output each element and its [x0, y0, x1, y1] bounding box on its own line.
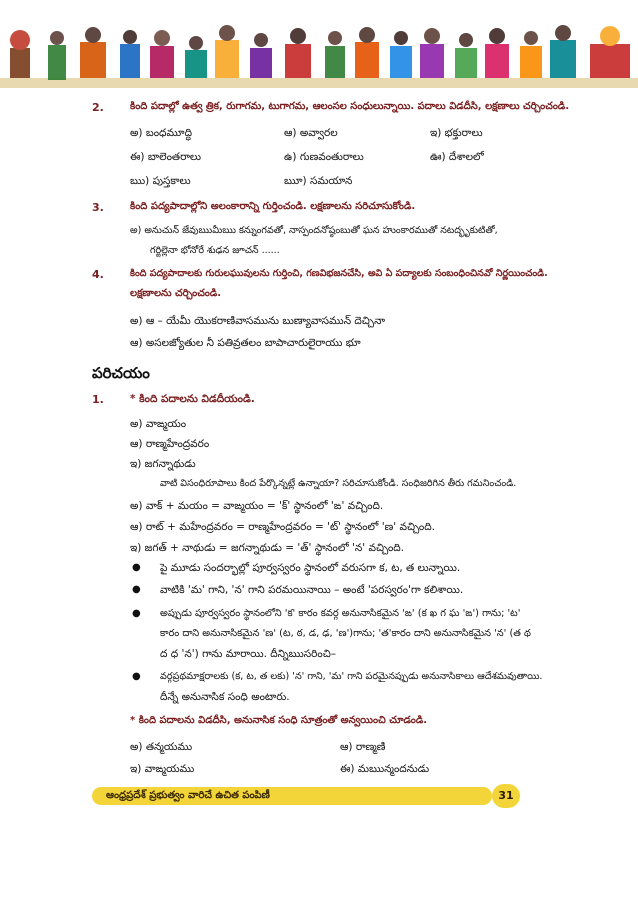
section-title: పరిచయం [92, 364, 150, 382]
explanation: ఇ) జగత్ + నాథుడు = జగన్నాథుడు = 'త్' స్థానంలో 'న' వచ్చింది. [130, 542, 405, 554]
task-word: ఆ) రాణ్మణి [340, 741, 386, 753]
option: ౠ) సమయాన [284, 175, 353, 187]
task-word: ఈ) మఋన్మందనుడు [340, 763, 430, 775]
item-text: * కింది పదాలను విడదీయండి. [130, 393, 255, 405]
question-text: కింది పద్యపాదాలకు గురులఘువులను గుర్తించి, గణవిభజనచేసి, అవి ఏ పద్యాలకు సంబంధించినవో నిర్ణయించండి. [130, 268, 548, 279]
task-text: * కింది పదాలను విడదీసి, అనునాసిక సంధి సూత్రంతో అన్వయించి చూడండి. [130, 715, 428, 726]
page-number: 31 [492, 784, 520, 808]
bullet-text-cont: దీన్నే అనునాసిక సంధి అంటారు. [160, 691, 290, 703]
question-number: 3. [92, 201, 104, 214]
bullet-icon: ● [132, 608, 141, 619]
bullet-icon: ● [132, 671, 141, 682]
bullet-text-cont: కారం దాని అనునాసికమైన 'ణ' (ట, ఠ, డ, ఢ, 'ణ')గాను; 'త'కారం దాని అనునాసికమైన 'న' (త థ [160, 628, 531, 639]
question-text: కింది పద్యపాదాల్లోని అలంకారాన్ని గుర్తించండి. లక్షణాలను సరిచూసుకోండి. [130, 201, 416, 212]
question-text: కింది పదాల్లో ఉత్వ త్రిక, రుగాగమ, టుగాగమ, ఆలంసల సంధులున్నాయి. పదాలు విడదీసి, లక్షణాలు చర్చించండి. [130, 101, 570, 112]
question-text-cont: లక్షణాలను చర్చించండి. [130, 288, 222, 299]
option: ఆ) అవ్వారల [284, 127, 338, 139]
footer [92, 784, 522, 808]
bullet-text: పై మూడు సందర్భాల్లో పూర్వస్వరం స్థానంలో వరుసగా క, ట, త లున్నాయి. [160, 562, 461, 574]
word-item: ఇ) జగన్నాథుడు [130, 458, 196, 470]
word-item: అ) వాఙ్మయం [130, 418, 187, 430]
option: ఋ) పుస్తకాలు [130, 175, 191, 187]
verse-line: గర్జిల్లెనా భోనోరే శుఢన జూచన్ ...... [150, 245, 280, 256]
task-word: అ) తన్మయము [130, 741, 193, 753]
paragraph: వాటి విసంధిరూపాలు కింద పేర్కొన్నట్లే ఉన్నాయా? సరిచూసుకోండి. సంధిజరిగిన తీరు గమనించండి. [160, 478, 517, 489]
bullet-icon: ● [132, 584, 141, 595]
word-item: ఆ) రాణ్మహేంద్రవరం [130, 438, 210, 450]
option: ఇ) భక్తురాలు [430, 127, 483, 139]
bullet-icon: ● [132, 562, 141, 573]
question-number: 2. [92, 101, 104, 114]
option: ఊ) దేశాలలో [430, 151, 484, 163]
question-number: 4. [92, 268, 104, 281]
bullet-text: వర్గప్రథమాక్షరాలకు (క, ట, త లకు) 'న' గాని, 'మ' గాని పరమైనప్పుడు అనునాసికాలు ఆదేశమవుతాయి. [160, 671, 543, 682]
verse-line: అ) అనుచున్ జేవుఋమీఋ కన్నుంగవతో, నాస్పందనోష్ఠంబుతో ఘన హుంకారముతో నటద్భృకుటితో, [130, 225, 498, 236]
bullet-text: వాటికి 'మ' గాని, 'న' గాని పరమయినాయి – అంటే 'పరస్వరం'గా కలిశాయి. [160, 584, 464, 596]
verse-line: అ) ఆ – యేమీ యొకరాణివాసమును బుణ్యావాసమున్ దెచ్చినా [130, 315, 385, 327]
option: ఈ) బాలెంతరాలు [130, 151, 201, 163]
item-number: 1. [92, 393, 104, 406]
bullet-text-cont: ద ధ 'న') గాను మారాయి. దీన్నిఋసరించి– [160, 648, 336, 660]
folk-dancers-banner [0, 0, 638, 92]
task-word: ఇ) వాఙ్మయము [130, 763, 195, 775]
explanation: ఆ) రాట్ + మహేంద్రవరం = రాణ్మహేంద్రవరం = 'ట్' స్థానంలో 'ణ' వచ్చింది. [130, 521, 435, 533]
footer-text: ఆంధ్రప్రదేశ్ ప్రభుత్వం వారిచే ఉచిత పంపిణీ [106, 790, 270, 801]
explanation: అ) వాక్ + మయం = వాఙ్మయం = 'క్' స్థానంలో 'ఙ' వచ్చింది. [130, 500, 384, 512]
option: ఉ) గుణవంతురాలు [284, 151, 364, 163]
verse-line: ఆ) అసలజ్యోతుల నీ పతివ్రతలం బాపాచారులైరాయు భూ [130, 337, 361, 349]
option: అ) బంధమూద్ధి [130, 127, 192, 139]
bullet-text: అప్పుడు పూర్వస్వరం స్థానంలోని 'క' కారం కవర్గ అనునాసికమైన 'ఙ' (క ఖ గ ఘ 'ఙ') గాను; 'ట' [160, 608, 521, 619]
